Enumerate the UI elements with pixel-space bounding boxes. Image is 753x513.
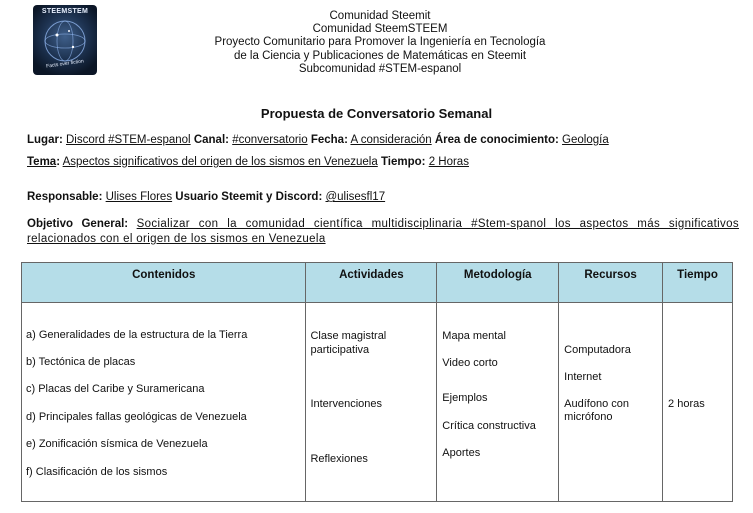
tiempo-label: Tiempo: (380, 156, 426, 168)
objetivo-label: Objetivo General: (27, 218, 129, 230)
contenido-item: d) Principales fallas geológicas de Venezuela (26, 411, 247, 423)
logo-bottom-text: Facts over fiction (45, 58, 85, 70)
responsable-label: Responsable: (27, 191, 103, 203)
metodologia-item: Aportes (442, 447, 481, 459)
metodologia-item: Video corto (442, 357, 498, 369)
recurso-item: Audífono con (564, 398, 629, 410)
contenido-item: a) Generalidades de la estructura de la Tierra (26, 329, 248, 341)
canal-value: #conversatorio (232, 134, 308, 146)
metodologia-item: Mapa mental (442, 330, 506, 342)
page-title: Propuesta de Conversatorio Semanal (260, 106, 493, 121)
objetivo-general (27, 217, 739, 247)
cell-contenidos (22, 303, 306, 502)
actividad-item: Intervenciones (310, 398, 382, 410)
logo-top-text: STEEMSTEM (41, 8, 89, 15)
document-header (140, 10, 620, 76)
recurso-item: Internet (564, 371, 602, 383)
contenido-item: f) Clasificación de los sismos (26, 466, 168, 478)
recurso-item: micrófono (564, 411, 613, 423)
actividad-item: Reflexiones (310, 453, 368, 465)
header-line-5: Subcomunidad #STEM-espanol (298, 62, 462, 75)
info-line-responsable (27, 191, 385, 203)
info-line-tema: Tema: Aspectos significativos del origen de los sismos en Venezuela Tiempo: 2 Horas (27, 156, 469, 168)
usuario-label: Usuario Steemit y Discord: (175, 191, 323, 203)
info-line-lugar (27, 134, 609, 146)
header-line-1: Comunidad Steemit (329, 10, 431, 22)
fecha-value: A consideración (350, 134, 432, 146)
table-row (22, 303, 733, 502)
metodologia-item: Ejemplos (442, 392, 488, 404)
steemstem-logo (33, 5, 97, 75)
cell-tiempo (663, 303, 733, 502)
usuario-value: @ulisesfl17 (325, 191, 386, 203)
area-label: Área de conocimiento: (434, 134, 559, 146)
contenido-item: b) Tectónica de placas (26, 356, 136, 368)
tema-label: Tema (27, 156, 57, 168)
actividad-item: Clase magistral (310, 330, 387, 342)
header-line-4: de la Ciencia y Publicaciones de Matemáticas en Steemit (233, 49, 527, 62)
lugar-label: Lugar: (27, 134, 63, 146)
cell-actividades (306, 303, 437, 502)
recurso-item: Computadora (564, 344, 631, 356)
cell-recursos (559, 303, 663, 502)
actividad-item: participativa (310, 344, 370, 356)
header-recursos: Recursos (559, 263, 663, 303)
header-contenidos: Contenidos (22, 263, 306, 303)
cell-metodologia (437, 303, 559, 502)
fecha-label: Fecha: (310, 134, 348, 146)
plan-table (21, 262, 733, 502)
header-actividades: Actividades (306, 263, 437, 303)
table-header-row (22, 263, 733, 303)
canal-label: Canal: (193, 134, 229, 146)
tema-value: Aspectos significativos del origen de los sismos en Venezuela (62, 156, 378, 168)
header-tiempo: Tiempo (663, 263, 733, 303)
contenido-item: c) Placas del Caribe y Suramericana (26, 383, 205, 395)
area-value: Geología (562, 134, 609, 146)
objetivo-value: Socializar con la comunidad científica multidisciplinaria #Stem-spanol los aspectos más significativos relacionados con el origen de los sismos en Venezuela (27, 218, 739, 245)
responsable-value: Ulises Flores (105, 191, 173, 203)
tiempo-value: 2 Horas (428, 156, 469, 168)
contenido-item: e) Zonificación sísmica de Venezuela (26, 438, 208, 450)
tiempo-value-cell: 2 horas (668, 398, 705, 410)
metodologia-item: Crítica constructiva (442, 420, 536, 432)
header-metodologia: Metodología (437, 263, 559, 303)
header-line-3: Proyecto Comunitario para Promover la Ingeniería en Tecnología (214, 36, 546, 49)
lugar-value: Discord #STEM-espanol (65, 134, 191, 146)
header-line-2: Comunidad SteemSTEEM (312, 23, 448, 36)
